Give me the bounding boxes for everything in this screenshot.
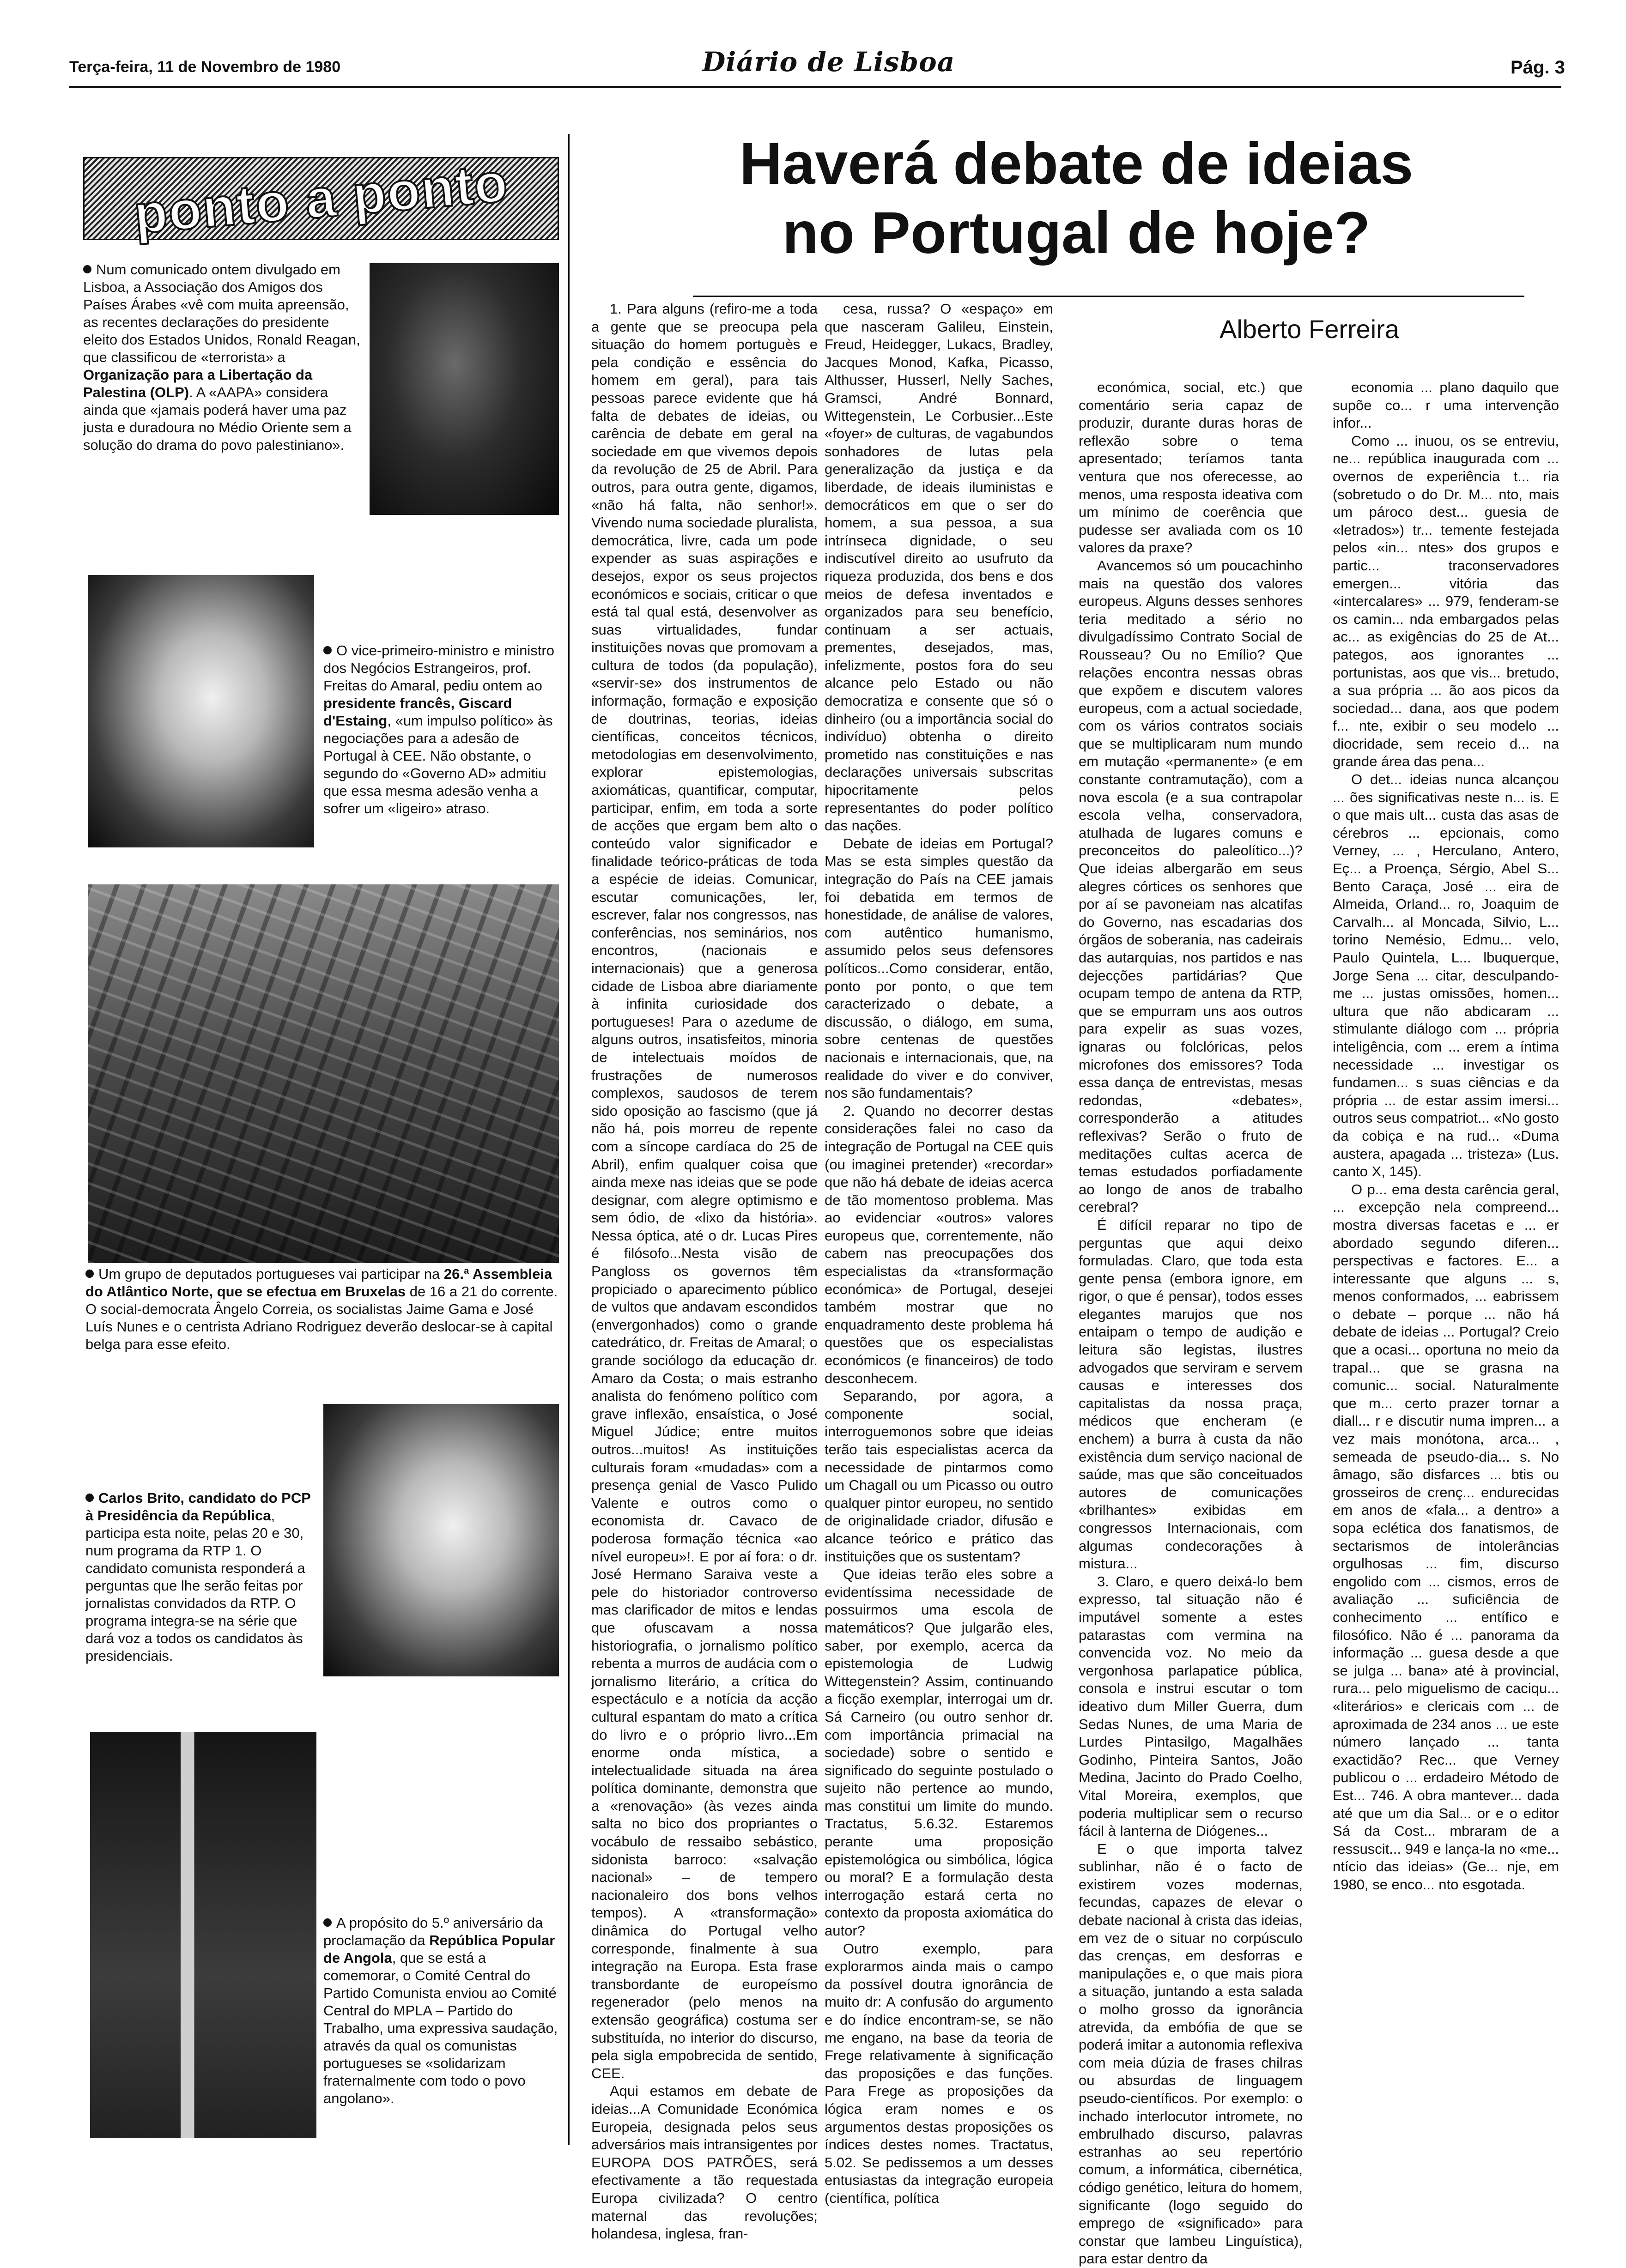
paragraph: Outro exemplo, para explorarmos ainda mais o campo da possível doutra ignorância de muito dr: A confusão do argumento e do índice encontram-se, se não me engano, na base da teoria de Frege relativamente à significação das proposições e das funções. Para Frege as proposições da lógica eram nomes e os argumentos destas proposições os índices destes nomes. Tractatus, 5.02. Se pedissemos a um desses entusiastas da integração europeia (científica, política xyxy=(825,1940,1053,2206)
news-brief-atlantic-assembly: Um grupo de deputados portugueses vai participar na 26.ª Assembleia do Atlântico Norte, que se efectua em Bruxelas de 16 a 21 do corrente. O social-democrata Ângelo Correia, os socialistas Jaime Gama e José Luís Nunes e o centrista Adriano Rodriguez deverão deslocar-se à capital belga para esse efeito. xyxy=(85,1266,558,1352)
paragraph: 2. Quando no decorrer destas considerações falei no caso da integração de Portugal na CEE quis (ou imaginei pretender) «recordar» que não há debate de ideias acerca de tão momentoso problema. Mas ao evidenciar «outros» valores europeus que, correntemente, não cabem nas preocupações dos especialistas da «transformação económica» de Portugal, desejei também mostrar que no enquadramento deste problema há questões que os especialistas económicos (e financeiros) de todo desconhecem. xyxy=(825,1102,1053,1386)
headline-line-2: no Portugal de hoje? xyxy=(782,200,1371,266)
photo-freitas-do-amaral xyxy=(88,575,314,847)
paragraph: Separando, por agora, a componente social, interroguemonos sobre que ideias terão tais especialistas acerca da necessidade de pintarmos como um Chagall ou um Picasso ou outro qualquer pintor europeu, no sentido de originalidade criador, difusão e alcance teórico e prático das instituições que os sustentam? xyxy=(825,1388,1053,1565)
paragraph: Debate de ideias em Portugal? Mas se esta simples questão da integração do País na CEE jamais foi debatida em termos de honestidade, de análise de valores, com autêntico humanismo, assumido pelos seus defensores políticos...Como considerar, então, ponto por ponto, o que tem caracterizado o debate, a discussão, o diálogo, em suma, sobre centenas de questões nacionais e internacionais, que, na realidade do viver e do conviver, nos são fundamentais? xyxy=(825,835,1053,1101)
bullet-icon xyxy=(85,1494,94,1502)
issue-date: Terça-feira, 11 de Novembro de 1980 xyxy=(69,58,341,76)
photo-brussels-aerial xyxy=(88,884,559,1263)
masthead-logo: Diário de Lisboa xyxy=(702,46,955,78)
photo-carlos-brito xyxy=(323,1404,559,1676)
news-brief-freitas: O vice-primeiro-ministro e ministro dos Negócios Estrangeiros, prof. Freitas do Amaral, pediu ontem ao presidente francês, Giscard d'Estaing, «um impulso político» às negociações para a adesão de Portugal à CEE. Não obstante, o segundo do «Governo AD» admitiu que essa mesma adesão venha a sofrer um «ligeiro» atraso. xyxy=(323,642,554,816)
section-banner-title: ponto a ponto xyxy=(131,151,511,246)
paragraph: económica, social, etc.) que comentário seria capaz de produzir, durante duras horas de reflexão sobre o tema apresentado; teríamos tanta ventura que nos oferecesse, ao menos, uma resposta ideativa com um mínimo de coerência que pudesse ser avaliada com os 10 valores da praxe? xyxy=(1079,379,1303,556)
photo-arafat xyxy=(370,263,559,515)
paragraph: E o que importa talvez sublinhar, não é o facto de existirem vozes modernas, fecundas, capazes de elevar o debate nacional à crista das ideias, em vez de o situar no corpúsculo das crenças, em desforras e manipulações e, o que mais piora a situação, juntando a esta salada o molho grosso da ignorância atrevida, da embófia de que se poderá imitar a autonomia reflexiva com meia dúzia de frases chilras ou absurdas de linguagem pseudo-científicos. Por exemplo: o inchado interlocutor intromete, no embrulhado discurso, palavras estranhas ao seu repertório comum, a informática, cibernética, código genético, leitura do homem, significante (logo seguido do emprego de «significado» para constar que lambeu Linguística), para estar dentro da xyxy=(1079,1840,1303,2267)
header-divider xyxy=(69,86,1561,88)
paragraph: cesa, russa? O «espaço» em que nasceram Galileu, Einstein, Freud, Heidegger, Lukacs, Bradley, Jacques Monod, Kafka, Picasso, Althusser, Husserl, Nelly Saches, Gramsci, André Bonnard, Wittegenstein, Le Corbusier...Este «foyer» de culturas, de vagabundos sonhadores de lutas pela generalização da justiça e da liberdade, de ideais iluministas e democráticos em que o ser do homem, a sua pessoa, a sua intrínseca dignidade, o seu indiscutível direito ao usufruto da riqueza produzida, dos bens e dos meios de defesa inventados e organizados para seu benefício, continuam a ser actuais, prementes, desejados, mas, infelizmente, postos fora do seu alcance pelo Estado ou não democratiza e consente que só o dinheiro (ou a importância social do indivíduo) obtenha o direito prometido nas constituições e nas declarações universais subscritas hipocritamente pelos representantes do poder político das nações. xyxy=(825,301,1053,834)
bullet-icon xyxy=(83,265,91,273)
news-brief-olp: Num comunicado ontem divulgado em Lisboa, a Associação dos Amigos dos Países Árabes «vê com muita apreensão, as recentes declarações do presidente eleito dos Estados Unidos, Ronald Reagan, que classificou de «terrorista» a Organização para a Libertação da Palestina (OLP). A «AAPA» considera ainda que «jamais poderá haver uma paz justa e duradoura no Médio Oriente sem a solução do drama do povo palestiniano». xyxy=(83,261,360,453)
paragraph: O p... ema desta carência geral, ... excepção nela compreend... mostra diversas facetas e ... er abordado segundo diferen... perspectivas e factores. E... a interessante que alguns ... s, menos conformados, ... eabrissem o debate – porque ... não há debate de ideias ... Portugal? Creio que a ocasi... oportuna no meio da trapal... que se grasna na comunic... social. Naturalmente que m... certo prazer tornar a diall... r e discutir numa impren... a vez mais monótona, arca... , semeada de pseudo-dia... s. No âmago, são disfarces ... btis ou grosseiros de crenç... endurecidas em anos de «fala... a dentro» a sopa eclética dos fanatismos, de sectarismos de intolerâncias orgulhosas ... fim, discurso engolido com ... cismos, erros de avaliação ... suficiência de conhecimento ... entífico e filosófico. Não é ... panorama da informação ... guesa desde a que se julga ... bana» até à provincial, rura... pelo miguelismo de caciqu... «literários» e clericais com ... de aproximada de 234 anos ... ue este número lançado ... tanta exactidão? Rec... que Verney publicou o ... erdadeiro Método de Est... 746. A obra mantever... dada até que um dia Sal... or e o editor Sá da Cost... mbraram de a ressuscit... 949 e lança-la no «me... ntício das ideias» (Ge... nje, em 1980, se enco... nto esgotada. xyxy=(1333,1181,1559,1893)
paragraph: economia ... plano daquilo que supõe co... r uma intervenção infor... xyxy=(1333,379,1559,431)
paragraph: É difícil reparar no tipo de perguntas que aqui deixo formuladas. Claro, que toda esta gente pensa (embora ignore, em rigor, o que é pensar), todos esses elegantes marujos que nos entaipam o tempo de audição e leitura são legistas, ilustres advogados que serviram e servem causas e interesses dos capitalistas da nossa praça, médicos que encheram (e enchem) a burra à custa da não existência dum serviço nacional de saúde, mas que são conceituados autores de comunicações «brilhantes» exibidas em congressos Internacionais, com algumas condecorações à mistura... xyxy=(1079,1216,1303,1572)
article-column-1 xyxy=(591,300,818,2242)
paragraph: Como ... inuou, os se entreviu, ne... república inaugurada com ... overnos de experiência t... ria (sobretudo o do Dr. M... nto, mais um pároco dest... guesia de «letrados») tr... temente festejada pelos «in... ntes» dos grupos e partic... traconservadores emergen... vitória das «intercalares» ... 979, fenderam-se os camin... nda embargados pelas ac... as exigências do 25 de At... pategos, aos ignorantes ... portunistas, aos que vis... bretudo, a sua própria ... ão aos picos da sociedad... dana, aos que podem f... nte, exibir o seu modelo ... diocridade, sem receio d... na grande área das pena... xyxy=(1333,432,1559,770)
paragraph: Avancemos só um poucachinho mais na questão dos valores europeus. Alguns desses senhores teria meditado a sério no divulgadíssimo Contrato Social de Rousseau? Ou no Emílio? Que relações encontra nessas obras que expõem e discutem valores europeus, com a actual sociedade, com os vários contratos sociais que se multiplicaram num mundo em mutação «permanente» (e em constante contramutação), com a nova escola (e a sua contrapolar escola velha, conservadora, atulhada de lugares comuns e preconceitos do paleolítico...)? Que ideias albergarão em seus alegres córtices os senhores que por aí se pavoneiam nas alcatifas do Governo, nas escadarias dos órgãos de soberania, nas cadeirais das autarquias, nos partidos e nas dejecções partidárias? Que ocupam tempo de antena da RTP, que se empurram uns aos outros para expelir as suas vozes, ignaras ou folclóricas, pelos microfones dos emissores? Toda essa dança de entrevistas, mesas redondas, «debates», corresponderão a atitudes reflexivas? Serão o fruto de meditações cultas acerca de temas estudados porfiadamente ao longo de anos de trabalho cerebral? xyxy=(1079,557,1303,1216)
bullet-icon xyxy=(323,646,332,654)
photo-angola-monument xyxy=(90,1732,316,2138)
bullet-icon xyxy=(85,1270,94,1278)
page-number: Pág. 3 xyxy=(1511,57,1565,78)
paragraph: Aqui estamos em debate de ideias...A Comunidade Económica Europeia, designada pelos seus adversários mais intransigentes por EUROPA DOS PATRÕES, será efectivamente a tão requestada Europa civilizada? O centro maternal das revoluções; holandesa, inglesa, fran- xyxy=(591,2083,818,2242)
bullet-icon xyxy=(323,1918,332,1927)
news-brief-angola: A propósito do 5.º aniversário da proclamação da República Popular de Angola, que se está a comemorar, o Comité Central do Partido Comunista enviou ao Comité Central do MPLA – Partido do Trabalho, uma expressiva saudação, através da qual os comunistas portugueses se «solidarizam fraternalmente com todo o povo angolano». xyxy=(323,1915,558,2106)
headline-line-1: Haverá debate de ideias xyxy=(739,131,1414,197)
article-author: Alberto Ferreira xyxy=(1220,314,1400,344)
news-brief-carlos-brito: Carlos Brito, candidato do PCP à Presidência da República, participa esta noite, pelas 20 e 30, num programa da RTP 1. O candidato comunista responderá a perguntas que lhe serão feitas por jornalistas convidados da RTP. O programa integra-se na série que dará voz a todos os candidatos às presidenciais. xyxy=(85,1490,311,1664)
headline-divider xyxy=(693,296,1524,297)
paragraph: O det... ideias nunca alcançou ... ões significativas neste n... is. E o que mais ult... custa das asas de cérebros ... epcionais, como Verney, ... , Herculano, Antero, Eç... a Proença, Sérgio, Abel S... Bento Caraça, José ... eira de Almeida, Orland... ro, Joaquim de Carvalh... al Moncada, Silvio, L... torino Nemésio, Edmu... velo, Paulo Quintela, L... lbuquerque, Jorge Sena ... citar, desculpando-me ... justas omissões, homen... ultura que não abdicaram ... stimulante diálogo com ... própria inteligência, com ... erem a íntima necessidade ... investigar os fundamen... s suas ciências e da própria ... de estar assim imersi... outros seus compatriot... «No gosto da cobiça e na rud... «Duma austera, apagada ... tristeza» (Lus. canto X, 145). xyxy=(1333,771,1559,1180)
paragraph: 3. Claro, e quero deixá-lo bem expresso, tal situação não é imputável somente a estes patarastas com vermina na convencida voz. No meio da vergonhosa parlapatice pública, consola e instrui escutar o tom ideativo dum Miller Guerra, dum Sedas Nunes, de uma Maria de Lurdes Pintasilgo, Magalhães Godinho, Pinteira Santos, João Medina, Jacinto do Prado Coelho, Vital Moreira, exemplos, que poderia multiplicar sem o recurso fácil à lanterna de Diógenes... xyxy=(1079,1573,1303,1839)
article-column-4 xyxy=(1333,379,1559,2143)
article-column-3 xyxy=(1079,379,1303,2267)
paragraph: Que ideias terão eles sobre a evidentíssima necessidade de possuirmos uma escola de matemáticos? Que julgarão eles, saber, por exemplo, acerca da epistemologia de Ludwig Wittegenstein? Assim, continuando a ficção exemplar, interrogai um dr. Sá Carneiro (ou outro senhor dr. com importância primacial na sociedade) sobre o sentido e significado do seguinte postulado o sujeito não pertence ao mundo, mas constitui um limite do mundo. Tractatus, 5.6.32. Estaremos perante uma proposição epistemológica ou simbólica, lógica ou moral? E a formulação desta interrogação estará certa no contexto da proposta axiomática do autor? xyxy=(825,1566,1053,1939)
column-divider xyxy=(568,134,570,2145)
section-banner xyxy=(83,151,559,246)
article-column-2 xyxy=(825,300,1053,2206)
paragraph: 1. Para alguns (refiro-me a toda a gente que se preocupa pela situação do homem portuguès e pela condição e essência do homem em geral), para tais pessoas parece evidente que há falta de debates de ideias, ou carência de debate em geral na sociedade em que vivemos depois da revolução de 25 de Abril. Para outros, para outra gente, digamos, «não há falta, não senhor!». Vivendo numa sociedade pluralista, democrática, livre, cada um pode expender as suas aspirações e desejos, expor os seus projectos económicos e sociais, criticar o que está tal qual está, desenvolver as suas virtualidades, fundar instituições novas que promovam a cultura de todos (da população), «servir-se» dos instrumentos de informação, formação e exposição de doutrinas, teorias, ideias científicas, conceitos técnicos, metodologias em desenvolvimento, explorar epistemologias, axiomáticas, quantificar, computar, participar, enfim, em toda a sorte de acções que ergam bem alto o conteúdo valor significador e finalidade teórico-práticas de toda a espécie de ideias. Comunicar, escutar comunicações, ler, escrever, falar nos congressos, nas conferências, nos seminários, nos encontros, (nacionais e internacionais) que a generosa cidade de Lisboa abre diariamente à infinita curiosidade dos portugueses! Para o azedume de alguns outros, insatisfeitos, minoria de intelectuais moídos de frustrações de numerosos complexos, saudosos de terem sido oposição ao fascismo (que já não há, pois morreu de repente com a síncope cardíaca do 25 de Abril), enfim qualquer coisa que ainda mexe nas ideias que se pode designar, com alegre optimismo e sem ódio, de «lixo da história». Nessa óptica, até o dr. Lucas Pires é filósofo...Nesta visão de Pangloss os governos têm propiciado o aparecimento público de vultos que andavam escondidos (envergonhados) como o grande catedrático, dr. Freitas de Amaral; o grande sociólogo da educação dr. Amaro da Costa; o mais estranho analista do fenómeno político com grave inflexão, ensaística, o José Miguel Júdice; entre muitos outros...muitos! As instituições culturais foram «mudadas» com a presença genial de Vasco Pulido Valente e outros como o economista dr. Cavaco de poderosa formação técnica «ao nível europeu»!. E por aí fora: o dr. José Hermano Saraiva veste a pele do historiador controverso mas clarificador de mitos e lendas que ofuscavam a nossa historiografia, o jornalismo político rebenta a murros de audácia com o jornalismo literário, a crítica do espectáculo e a notícia da acção cultural espantam do mato a crítica do livro e o próprio livro...Em enorme onda mística, a intelectualidade situada na área política dominante, demonstra que a «renovação» (às vezes ainda salta no bico dos propriantes o vocábulo de ressaibo sebástico, sidonista barroco: «salvação nacional» – de tempero nacionaleiro dos bons velhos tempos). A «transformação» dinâmica do Portugal velho corresponde, finalmente à sua integração na Europa. Esta frase transbordante de europeísmo regenerador (pelo menos na extensão geográfica) costuma ser substituída, no interior do discurso, pela sigla empobrecida de sentido, CEE. xyxy=(591,301,818,2081)
article-headline xyxy=(591,129,1561,268)
